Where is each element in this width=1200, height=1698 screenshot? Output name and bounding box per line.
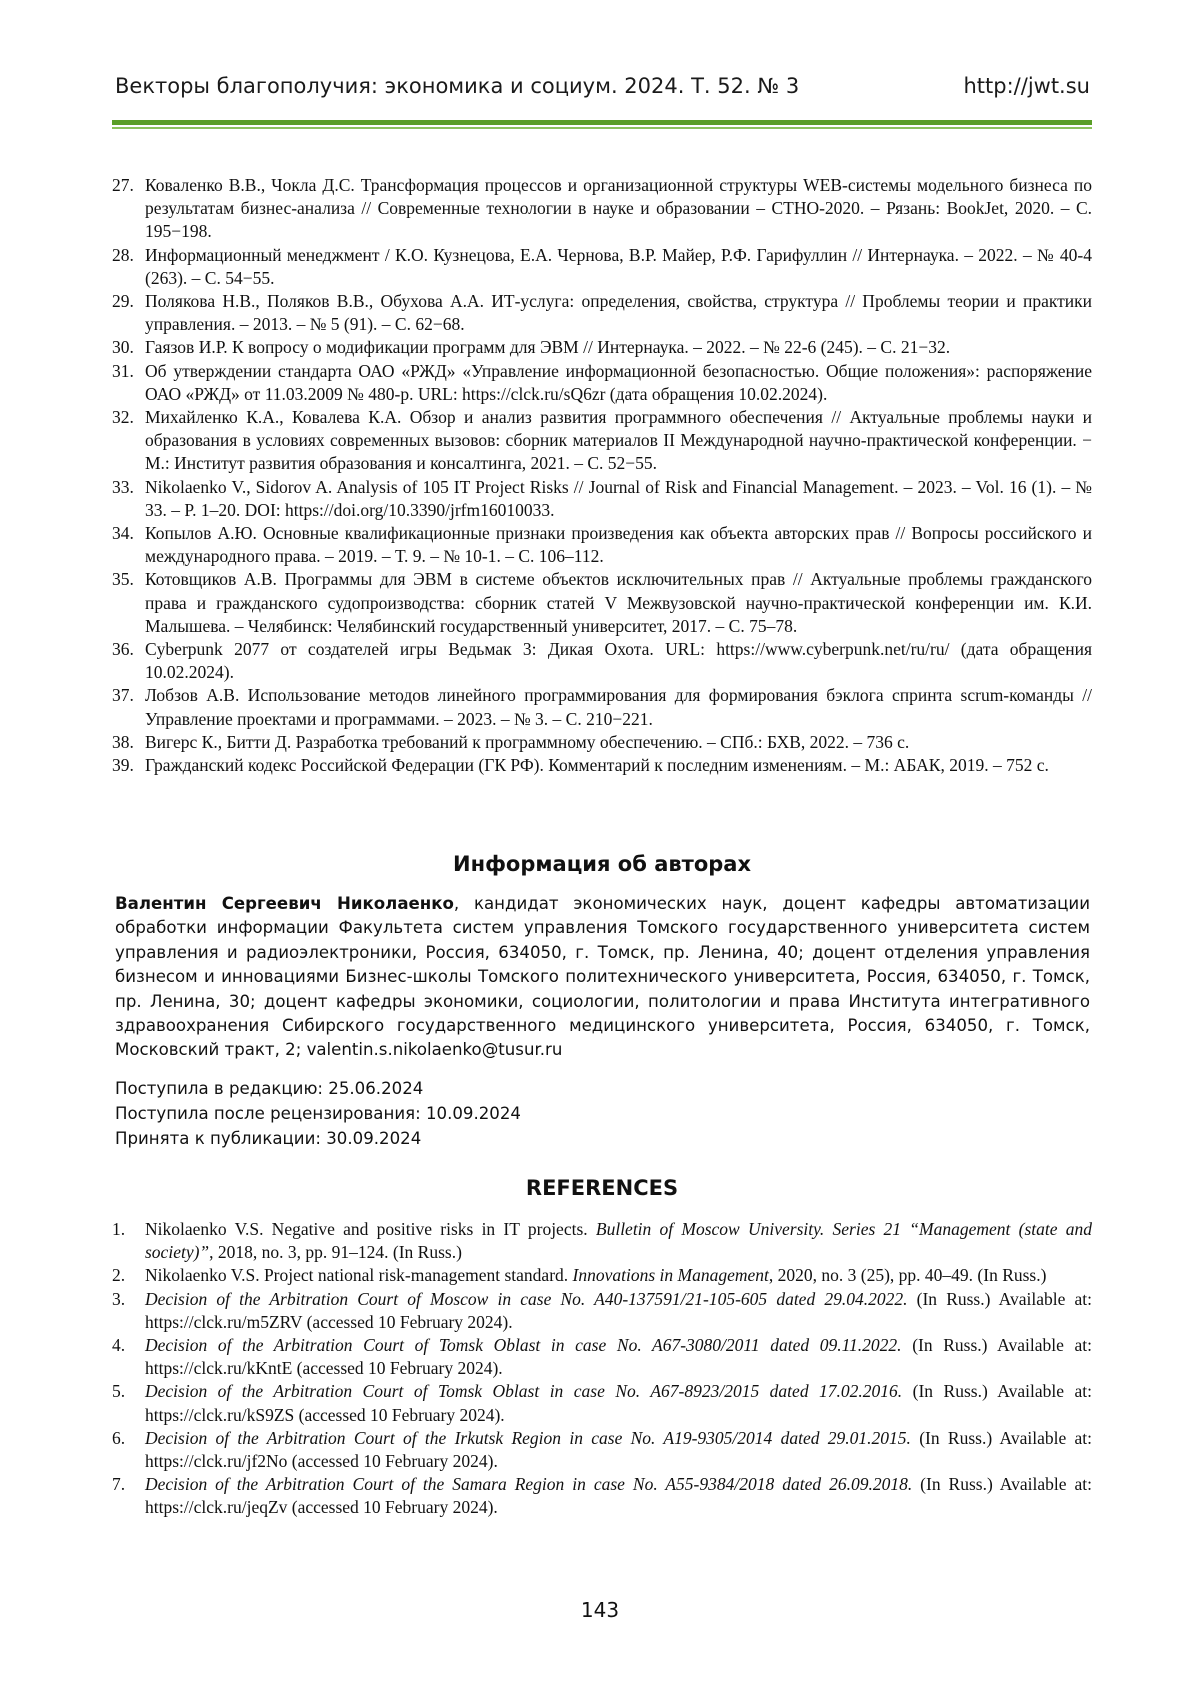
header-rule-thin	[112, 127, 1092, 129]
bibliography-item: 31. Об утверждении стандарта ОАО «РЖД» «Управление информационной безопасностью. Общие положения»: распоряжение ОАО «РЖД» от 11.03.2009 № 480-р. URL: https://clck.ru/sQ6zr (дата обращения 10.02.2024).	[112, 360, 1092, 404]
bibliography-item: 32. Михайленко К.А., Ковалева К.А. Обзор и анализ развития программного обеспечения // Актуальные проблемы науки и образования в условиях современных вызовов: сборник материалов II Международной научно-практической конференции. − М.: Институт развития образования и консалтинга, 2021. – С. 52−55.	[112, 407, 1092, 474]
author-name: Валентин Сергеевич Николаенко	[115, 894, 454, 913]
references-list	[112, 1218, 1092, 1520]
reference-item: 5. Decision of the Arbitration Court of Tomsk Oblast in case No. A67-8923/2015 dated 17.02.2016. (In Russ.) Available at: https://clck.ru/kS9ZS (accessed 10 February 2024).	[112, 1381, 1092, 1425]
bibliography-item: 27. Коваленко В.В., Чокла Д.С. Трансформация процессов и организационной структуры WEB-системы модельного бизнеса по результатам бизнес-анализа // Современные технологии в науке и образовании – СТНО-2020. – Рязань: BookJet, 2020. – С. 195−198.	[112, 175, 1092, 242]
reference-item: 3. Decision of the Arbitration Court of Moscow in case No. A40-137591/21-105-605 dated 29.04.2022. (In Russ.) Available at: https://clck.ru/m5ZRV (accessed 10 February 2024).	[112, 1288, 1092, 1332]
bibliography-item: 33. Nikolaenko V., Sidorov A. Analysis of 105 IT Project Risks // Journal of Risk and Financial Management. – 2023. – Vol. 16 (1). – № 33. – P. 1–20. DOI: https://doi.org/10.3390/jrfm16010033.	[112, 476, 1092, 520]
journal-site: http://jwt.su	[963, 74, 1090, 98]
reference-item: 4. Decision of the Arbitration Court of Tomsk Oblast in case No. A67-3080/2011 dated 09.11.2022. (In Russ.) Available at: https://clck.ru/kKntE (accessed 10 February 2024).	[112, 1335, 1092, 1379]
journal-title: Векторы благополучия: экономика и социум. 2024. Т. 52. № 3	[115, 74, 800, 98]
reference-item: 7. Decision of the Arbitration Court of the Samara Region in case No. A55-9384/2018 dated 26.09.2018. (In Russ.) Available at: https://clck.ru/jeqZv (accessed 10 February 2024).	[112, 1474, 1092, 1518]
reference-item: 2. Nikolaenko V.S. Project national risk-management standard. Innovations in Management, 2020, no. 3 (25), pp. 40–49. (In Russ.)	[112, 1265, 1047, 1286]
reference-item: 6. Decision of the Arbitration Court of the Irkutsk Region in case No. A19-9305/2014 dated 29.01.2015. (In Russ.) Available at: https://clck.ru/jf2No (accessed 10 February 2024).	[112, 1427, 1093, 1472]
bibliography-item: 39. Гражданский кодекс Российской Федерации (ГК РФ). Комментарий к последним изменениям. – М.: АБАК, 2019. – 752 с.	[112, 755, 1049, 776]
date-received: Поступила в редакцию: 25.06.2024	[115, 1079, 424, 1098]
bibliography-item: 38. Вигерс К., Битти Д. Разработка требований к программному обеспечению. – СПб.: БХВ, 2022. – 736 с.	[112, 731, 910, 752]
bibliography-item: 34. Копылов А.Ю. Основные квалификационные признаки произведения как объекта авторских прав // Вопросы российского и международного права. – 2019. – Т. 9. – № 10-1. – С. 106–112.	[112, 523, 1092, 567]
reference-item: 1. Nikolaenko V.S. Negative and positive risks in IT projects. Bulletin of Moscow University. Series 21 “Management (state and society)”, 2018, no. 3, pp. 91–124. (In Russ.)	[112, 1219, 1092, 1263]
header-rule	[112, 120, 1092, 125]
bibliography-item: 36. Cyberpunk 2077 от создателей игры Ведьмак 3: Дикая Охота. URL: https://www.cyberpunk.net/ru/ru/ (дата обращения 10.02.2024).	[112, 639, 1092, 683]
date-revised: Поступила после рецензирования: 10.09.2024	[115, 1104, 521, 1123]
authors-heading: Информация об авторах	[453, 852, 751, 876]
bibliography-item: 30. Гаязов И.Р. К вопросу о модификации программ для ЭВМ // Интернаука. – 2022. – № 22-6 (245). – С. 21−32.	[112, 337, 951, 358]
author-bio	[115, 892, 1090, 1063]
page-number: 143	[580, 1598, 620, 1622]
bibliography-list	[112, 174, 1092, 777]
bibliography-item: 28. Информационный менеджмент / К.О. Кузнецова, Е.А. Чернова, В.Р. Майер, Р.Ф. Гарифуллин // Интернаука. – 2022. – № 40-4 (263). – С. 54−55.	[112, 244, 1092, 288]
bibliography-item: 29. Полякова Н.В., Поляков В.В., Обухова А.А. ИТ-услуга: определения, свойства, структура // Проблемы теории и практики управления. – 2013. – № 5 (91). – С. 62−68.	[112, 291, 1092, 335]
page-header	[115, 74, 1090, 102]
date-accepted: Принята к публикации: 30.09.2024	[115, 1129, 422, 1148]
references-heading: REFERENCES	[525, 1176, 679, 1200]
bibliography-item: 37. Лобзов А.В. Использование методов линейного программирования для формирования бэклога спринта scrum-команды // Управление проектами и программами. – 2023. – № 3. – С. 210−221.	[112, 685, 1092, 729]
publication-dates	[115, 1076, 521, 1151]
bibliography-item: 35. Котовщиков А.В. Программы для ЭВМ в системе объектов исключительных прав // Актуальные проблемы гражданского права и гражданского судопроизводства: сборник статей V Межвузовской научно-практической конференции им. К.И. Малышева. – Челябинск: Челябинский государственный университет, 2017. – С. 75–78.	[112, 569, 1092, 636]
author-bio-text: , кандидат экономических наук, доцент кафедры автоматизации обработки информации Факультета систем управления Томского государственного университета систем управления и радиоэлектроники, Россия, 634050, г. Томск, пр. Ленина, 40; доцент отделения управления бизнесом и инновациями Бизнес-школы Томского политехнического университета, Россия, 634050, г. Томск, пр. Ленина, 30; доцент кафедры экономики, социологии, политологии и права Института интегративного здравоохранения Сибирского государственного медицинского университета, Россия, 634050, г. Томск, Московский тракт, 2; valentin.s.nikolaenko@tusur.ru	[115, 894, 1090, 1060]
